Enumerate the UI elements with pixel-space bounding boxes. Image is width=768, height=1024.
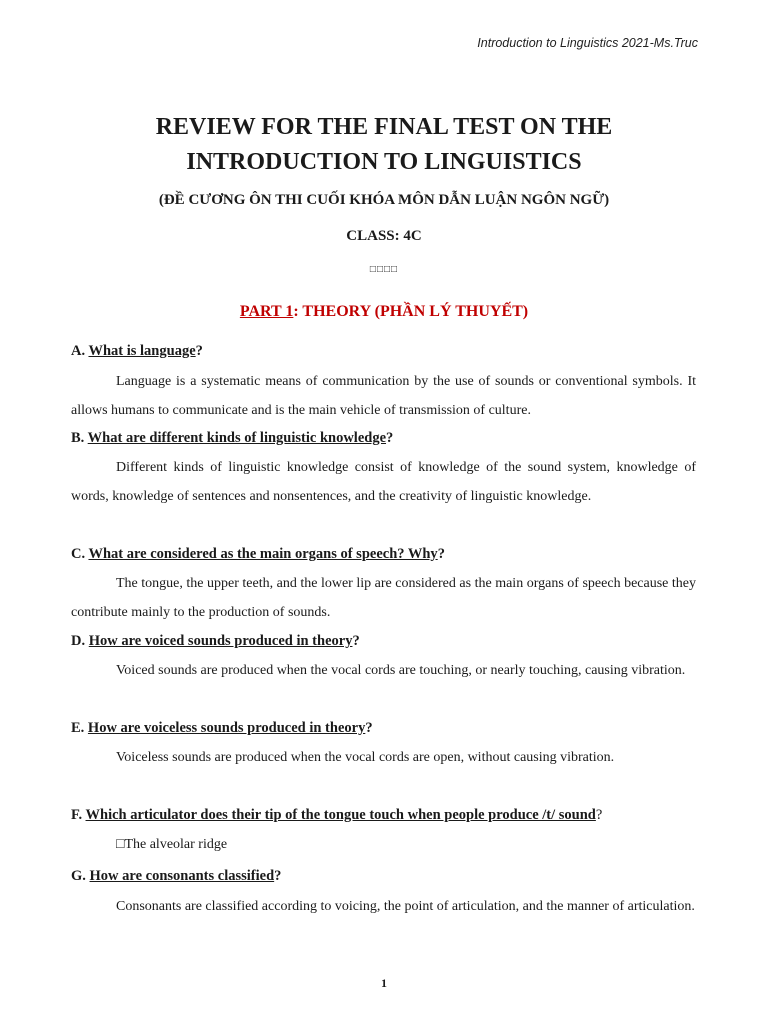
- answer-b: Different kinds of linguistic knowledge consist of knowledge of the sound system, knowledge of words, knowledge of sentences and nonsentences, and the creativity of linguistic knowledge.: [71, 460, 696, 504]
- question-text: How are consonants classified: [89, 868, 275, 884]
- document-subtitle: (ĐỀ CƯƠNG ÔN THI CUỐI KHÓA MÔN DẪN LUẬN NGÔN NGỮ): [158, 192, 610, 208]
- question-letter: D.: [71, 633, 89, 649]
- question-letter: A.: [71, 343, 89, 359]
- document-title: [0, 110, 768, 180]
- question-b: [71, 430, 393, 447]
- part-label: PART 1: [239, 303, 294, 320]
- answer-c: The tongue, the upper teeth, and the lower lip are considered as the main organs of speech because they contribute mainly to the production of sounds.: [71, 576, 696, 620]
- title-line-1: REVIEW FOR THE FINAL TEST ON THE: [155, 114, 613, 140]
- question-letter: F.: [71, 807, 86, 823]
- question-mark: ?: [195, 343, 203, 359]
- question-text: What are considered as the main organs of speech? Why: [88, 546, 438, 562]
- question-letter: B.: [71, 430, 88, 446]
- question-f: [71, 807, 602, 824]
- decorative-symbols: □□□□: [369, 264, 399, 275]
- question-e: [71, 720, 373, 737]
- class-label: CLASS: 4C: [346, 228, 422, 244]
- question-mark: ?: [274, 868, 282, 884]
- question-text: How are voiced sounds produced in theory: [88, 633, 353, 649]
- question-text: What is language: [88, 343, 196, 359]
- question-letter: G.: [71, 868, 90, 884]
- question-mark: ?: [437, 546, 445, 562]
- question-g: [71, 868, 281, 885]
- question-text: What are different kinds of linguistic knowledge: [87, 430, 387, 446]
- page-number: 1: [381, 976, 387, 990]
- question-text: How are voiceless sounds produced in theory: [87, 720, 366, 736]
- answer-a: Language is a systematic means of communication by the use of sounds or conventional symbols. It allows humans to communicate and is the main vehicle of transmission of culture.: [71, 374, 696, 418]
- question-a: [71, 343, 203, 360]
- question-d: [71, 633, 360, 650]
- title-line-2: INTRODUCTION TO LINGUISTICS: [186, 149, 582, 175]
- question-text: Which articulator does their tip of the tongue touch when people produce /t/ sound: [85, 807, 596, 823]
- answer-f: □The alveolar ridge: [116, 837, 228, 852]
- running-header: Introduction to Linguistics 2021-Ms.Truc: [477, 36, 698, 50]
- question-c: [71, 546, 445, 563]
- question-mark: ?: [365, 720, 373, 736]
- question-letter: E.: [71, 720, 88, 736]
- part-title: : THEORY (PHẦN LÝ THUYẾT): [293, 303, 529, 320]
- answer-e: Voiceless sounds are produced when the vocal cords are open, without causing vibration.: [116, 750, 615, 765]
- part-heading: [0, 303, 768, 321]
- question-mark: ?: [352, 633, 360, 649]
- answer-g: Consonants are classified according to voicing, the point of articulation, and the manner of articulation.: [116, 899, 695, 914]
- answer-d: Voiced sounds are produced when the vocal cords are touching, or nearly touching, causing vibration.: [116, 663, 686, 678]
- question-mark: ?: [595, 807, 603, 823]
- question-letter: C.: [71, 546, 89, 562]
- question-mark: ?: [386, 430, 394, 446]
